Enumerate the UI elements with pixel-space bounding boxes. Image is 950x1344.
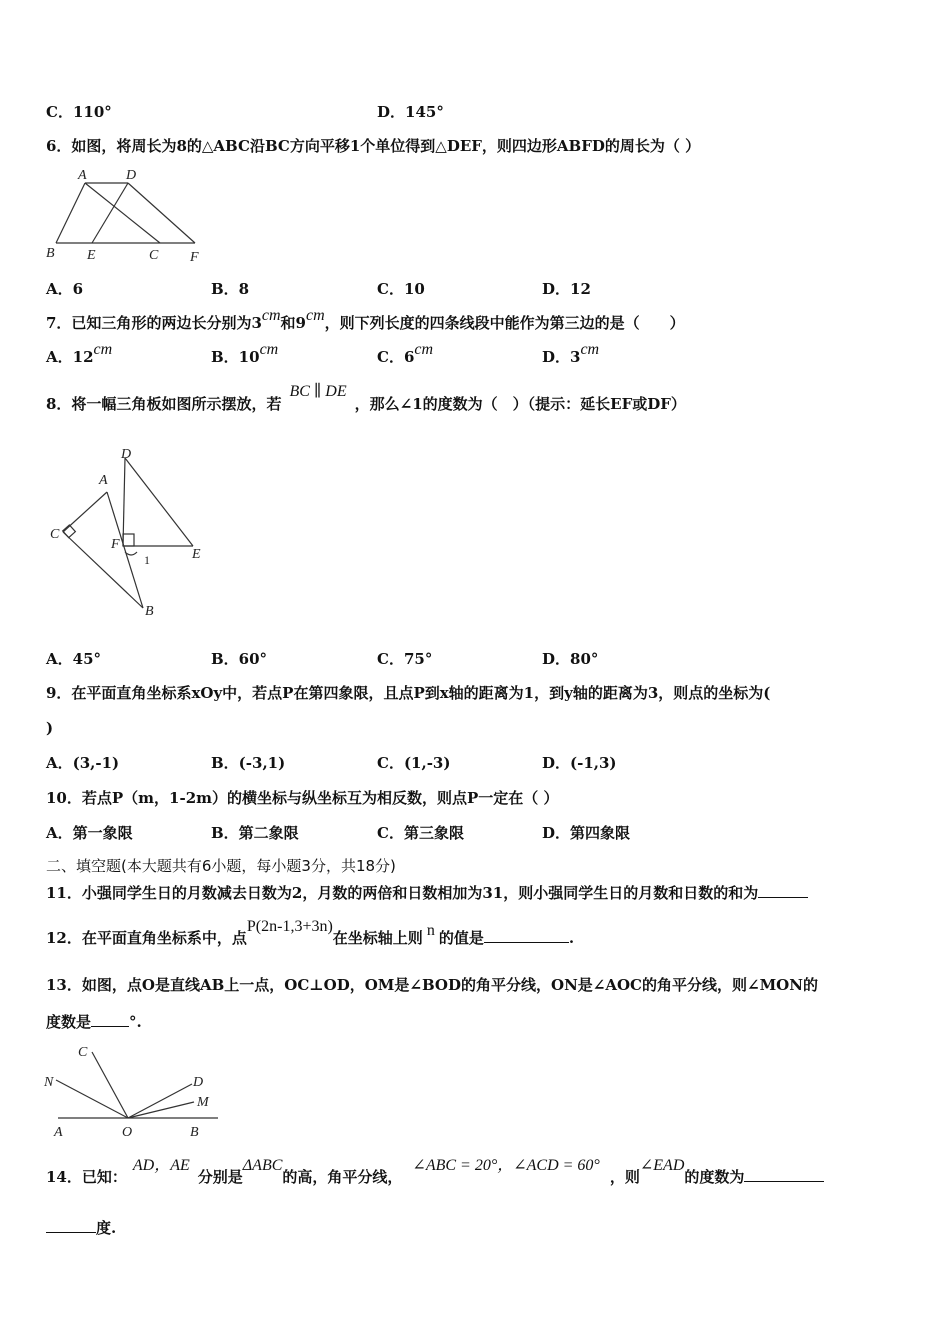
q13-label-b: B <box>190 1125 199 1140</box>
q9-option-a: A．(3,-1) <box>46 754 120 772</box>
q12-var: n <box>426 922 435 939</box>
q7-unit-2: cm <box>305 307 325 324</box>
q13-figure <box>40 1040 220 1140</box>
q6-seg-df <box>128 183 195 243</box>
q14-angles: ∠ABC = 20°，∠ACD = 60° <box>412 1157 600 1174</box>
q13-label-m: M <box>197 1095 209 1110</box>
q8-label-b: B <box>145 604 154 619</box>
q7-option-d: D．3cm <box>542 341 600 366</box>
q14-stem-2: 度. <box>46 1218 116 1238</box>
q13-label-d: D <box>193 1075 204 1090</box>
q8-option-d: D．80° <box>542 650 599 668</box>
q8-label-1: 1 <box>144 553 150 567</box>
q6-option-b: B．8 <box>211 280 250 298</box>
q5-option-c: C．110° <box>46 103 112 121</box>
q8-option-c: C．75° <box>377 650 433 668</box>
q10-stem: 10．若点P（m，1-2m）的横坐标与纵坐标互为相反数，则点P一定在（ ） <box>46 789 559 807</box>
q6-option-a: A．6 <box>46 280 84 298</box>
q6-option-d: D．12 <box>542 280 591 298</box>
q8-label-e: E <box>192 547 201 562</box>
q12-point: P(2n-1,3+3n) <box>246 918 333 935</box>
q13-label-o: O <box>122 1125 133 1140</box>
q8-right-angle-f <box>123 534 134 546</box>
q6-seg-ab <box>56 183 85 243</box>
section-2-title: 二、填空题(本大题共有6小题，每小题3分，共18分) <box>46 857 396 875</box>
q14-triangle: ΔABC <box>242 1157 283 1174</box>
q6-option-c: C．10 <box>377 280 425 298</box>
q9-option-c: C．(1,-3) <box>377 754 451 772</box>
q6-label-f: F <box>190 250 199 265</box>
q6-stem: 6．如图，将周长为8的△ABC沿BC方向平移1个单位得到△DEF，则四边形ABFD的周长为（ ） <box>46 137 701 155</box>
q13-label-n: N <box>44 1075 54 1090</box>
q6-label-e: E <box>87 248 96 263</box>
q5-option-d: D．145° <box>377 103 444 121</box>
q8-figure <box>45 440 220 625</box>
q8-option-a: A．45° <box>46 650 102 668</box>
q9-option-b: B．(-3,1) <box>211 754 286 772</box>
q9-stem-end: ) <box>46 719 54 737</box>
q14-segments: AD，AE <box>132 1157 190 1174</box>
q8-condition: BC ∥ DE <box>289 383 347 400</box>
q13-ray-od <box>128 1084 192 1118</box>
q7-option-c: C．6cm <box>377 341 434 366</box>
q8-seg-de <box>125 458 193 546</box>
q13-answer-blank <box>91 1012 129 1027</box>
q8-seg-df <box>123 458 125 546</box>
q12-stem: 12．在平面直角坐标系中，点P(2n-1,3+3n)在坐标轴上则 n 的值是 . <box>46 918 575 947</box>
q7-stem: 7．已知三角形的两边长分别为3cm和9cm，则下列长度的四条线段中能作为第三边的是（ ） <box>46 307 685 332</box>
q14-answer-blank-1 <box>744 1167 824 1182</box>
q10-option-b: B．第二象限 <box>211 824 299 842</box>
q8-label-f: F <box>111 537 120 552</box>
q9-option-d: D．(-1,3) <box>542 754 617 772</box>
q13-stem-2: 度数是 °. <box>46 1013 142 1031</box>
q14-target: ∠EAD <box>639 1157 685 1174</box>
q7-unit-1: cm <box>261 307 281 324</box>
q8-label-a: A <box>99 473 108 488</box>
q10-option-a: A．第一象限 <box>46 824 133 842</box>
q14-stem: 14．已知：AD，AE分别是ΔABC的高，角平分线，∠ABC = 20°，∠ACD = 60°，则∠EAD的度数为 <box>46 1167 824 1188</box>
q11-stem: 11．小强同学生日的月数减去日数为2，月数的两倍和日数相加为31，则小强同学生日的月数和日数的和为 <box>46 883 808 903</box>
q12-answer-blank <box>484 928 569 943</box>
q10-option-c: C．第三象限 <box>377 824 464 842</box>
q11-answer-blank <box>758 883 808 898</box>
q13-ray-om <box>128 1102 194 1118</box>
q8-label-d: D <box>121 447 132 462</box>
q13-label-c: C <box>78 1045 88 1060</box>
q6-label-a: A <box>78 168 87 183</box>
q8-stem: 8．将一幅三角板如图所示摆放，若BC ∥ DE，那么∠1的度数为（ ）（提示：延长EF或DF） <box>46 383 686 413</box>
q8-option-b: B．60° <box>211 650 268 668</box>
q13-label-a: A <box>54 1125 63 1140</box>
q14-answer-blank-2 <box>46 1218 96 1233</box>
q6-label-c: C <box>149 248 159 263</box>
q7-option-b: B．10cm <box>211 341 279 366</box>
q7-option-a: A．12cm <box>46 341 113 366</box>
q8-label-c: C <box>50 527 60 542</box>
q6-figure <box>40 165 215 270</box>
q13-stem-1: 13．如图，点O是直线AB上一点，OC⊥OD，OM是∠BOD的角平分线，ON是∠AOC的角平分线，则∠MON的 <box>46 976 818 994</box>
q6-label-d: D <box>126 168 137 183</box>
q9-stem: 9．在平面直角坐标系xOy中，若点P在第四象限，且点P到x轴的距离为1，到y轴的距离为3，则点的坐标为( <box>46 684 771 702</box>
q10-option-d: D．第四象限 <box>542 824 631 842</box>
q6-label-b: B <box>46 246 55 261</box>
